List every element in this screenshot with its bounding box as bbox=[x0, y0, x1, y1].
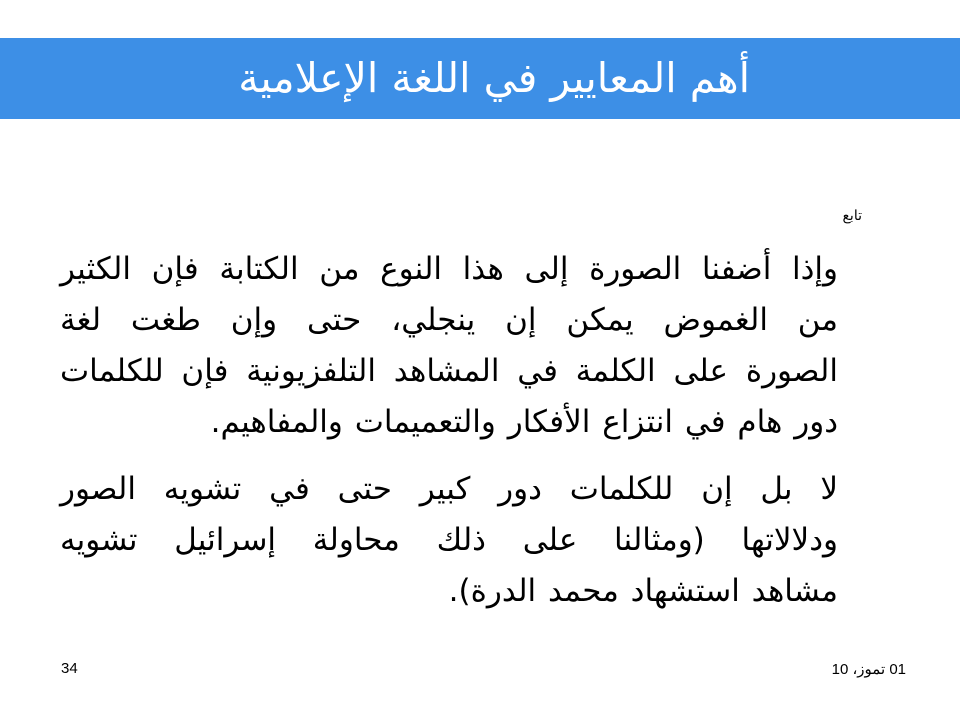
title-bar bbox=[0, 38, 960, 119]
paragraph-2 bbox=[60, 464, 838, 617]
paragraph-1-line-3: الصورة على الكلمة في المشاهد التلفزيونية فإن للكلمات bbox=[60, 353, 838, 389]
paragraph-2-line-3: مشاهد استشهاد محمد الدرة). bbox=[448, 573, 838, 609]
page-number: 34 bbox=[61, 660, 78, 677]
paragraph-2-line-2: ودلالاتها (ومثالنا على ذلك محاولة إسرائيل تشويه bbox=[60, 522, 838, 558]
paragraph-2-line-1: لا بل إن للكلمات دور كبير حتى في تشويه الصور bbox=[60, 471, 838, 507]
paragraph-1-line-2: من الغموض يمكن إن ينجلي، حتى وإن طغت لغة bbox=[60, 302, 838, 338]
paragraph-1-line-1: وإذا أضفنا الصورة إلى هذا النوع من الكتابة فإن الكثير bbox=[60, 251, 838, 287]
footer-date: 01 تموز، 10 bbox=[831, 661, 906, 678]
paragraph-1-line-4: دور هام في انتزاع الأفكار والتعميمات والمفاهيم. bbox=[210, 404, 838, 440]
slide-body bbox=[60, 244, 838, 633]
continued-label: تابع bbox=[842, 207, 862, 223]
paragraph-1 bbox=[60, 244, 838, 448]
slide-title: أهم المعايير في اللغة الإعلامية bbox=[238, 54, 750, 102]
